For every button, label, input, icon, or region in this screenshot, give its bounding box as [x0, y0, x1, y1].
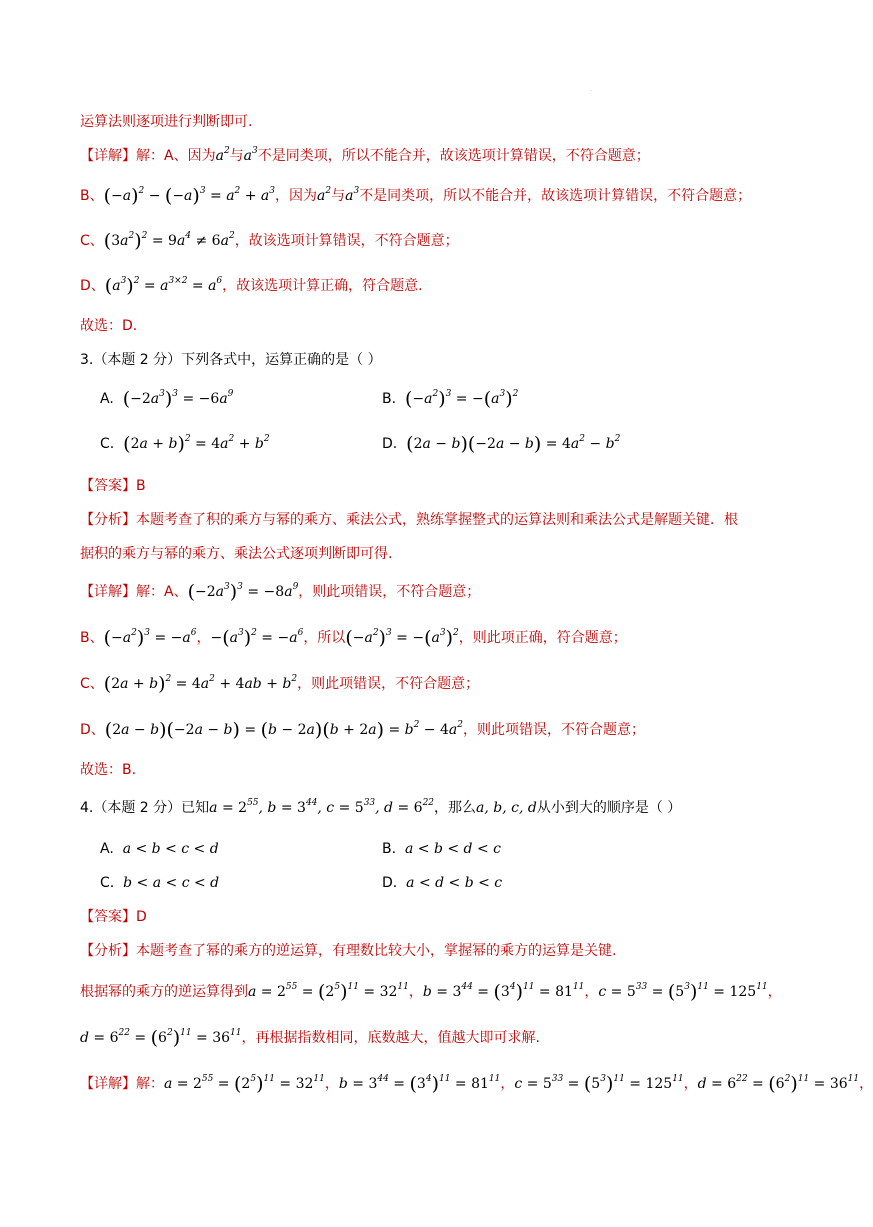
math-expr: $-(a^3)^2 = -a^6$: [210, 627, 304, 649]
math-expr: $a = 2^{55} = (2^5)^{11} = 32^{11}$: [164, 1073, 325, 1095]
q4-stem: [80, 798, 681, 818]
math-expr: a < b < c < d: [122, 841, 219, 857]
prev-detail-a: [80, 146, 650, 166]
stem-text: 从小到大的顺序是（ ）: [536, 800, 682, 816]
detail-text: B、: [80, 630, 104, 646]
math-expr: $b = 3^{44} = (3^4)^{11} = 81^{11}$: [338, 1073, 501, 1095]
detail-text: ，因为: [275, 188, 317, 204]
detail-text: B、: [80, 188, 104, 204]
math-expr: $(2a + b)^2 = 4a^2 + b^2$: [123, 433, 270, 455]
prev-analysis-tail: 运算法则逐项进行判断即可.: [80, 114, 253, 130]
math-expr: $(a^3)^2 = a^{3\times 2} = a^6$: [104, 275, 223, 297]
detail-text: ，故该选项计算错误，不符合题意；: [234, 233, 459, 249]
q4-analysis-line2: 根据幂的乘方的逆运算得到$a = 2^{55} = (2^5)^{11} = 32^{11}$，$b = 3^{44} = (3^4)^{11} = 81^{11}$，$c = 5^{33} = (5^3)^{11} = 125^{11}$，: [80, 981, 782, 1003]
q3-option-b: [382, 389, 518, 409]
math-expr: $(-2a^3)^3 = -8a^9$: [187, 581, 299, 603]
stem-text: 4.（本题 2 分）已知: [80, 800, 210, 816]
math-expr: $(2a - b)(-2a - b) = 4a^2 - b^2$: [406, 433, 621, 455]
option-label: A.: [100, 841, 114, 857]
math-expr: $a^2$: [317, 186, 332, 204]
q3-detail-d: [80, 720, 645, 740]
q3-analysis-1: 【分析】本题考查了积的乘方与幂的乘方、乘法公式，熟练掌握整式的运算法则和乘法公式是解题关键．根: [80, 512, 738, 528]
math-expr: a, b, c, d: [476, 800, 537, 816]
detail-text: 与: [229, 148, 244, 164]
detail-tag: 【详解】: [80, 1076, 136, 1092]
detail-text: ，则此项正确，符合题意；: [458, 630, 627, 646]
detail-text: ，所以: [303, 630, 346, 646]
q4-option-d: [382, 873, 502, 893]
q4-answer: 【答案】D: [80, 909, 147, 925]
math-expr: $d = 6^{22} = (6^2)^{11} = 36^{11}$: [80, 1027, 242, 1049]
detail-text: C、: [80, 233, 104, 249]
prev-choice: 故选：D.: [80, 318, 138, 334]
math-expr: $c = 5^{33} = (5^3)^{11} = 125^{11}$: [514, 1073, 684, 1095]
math-expr: $b = 3^{44} = (3^4)^{11} = 81^{11}$: [422, 981, 585, 1003]
detail-text: ，: [196, 630, 211, 646]
q4-detail: 【详解】解：$a = 2^{55} = (2^5)^{11} = 32^{11}$，$b = 3^{44} = (3^4)^{11} = 81^{11}$，$c = 5^{33} = (5^3)^{11} = 125^{11}$，$d = 6^{22} = (6^2)^{11} = 36^{11}$，: [80, 1073, 873, 1095]
q3-stem: 3.（本题 2 分）下列各式中，运算正确的是（ ）: [80, 352, 382, 368]
detail-text: D、: [80, 722, 105, 738]
q3-option-c: [100, 434, 270, 454]
option-label: A.: [100, 391, 114, 407]
math-expr: $a = 2^{55}$, $b = 3^{44}$, $c = 5^{33}$, $d = 6^{22}$: [209, 798, 435, 816]
q3-detail-c: [80, 674, 479, 694]
analysis-text: 根据幂的乘方的逆运算得到: [80, 984, 248, 1000]
option-label: C.: [100, 875, 115, 891]
detail-text: 解：A、: [136, 584, 188, 600]
q4-analysis-line3: [80, 1028, 540, 1048]
q4-option-c: [100, 873, 219, 893]
option-label: C.: [100, 436, 115, 452]
option-label: D.: [382, 436, 398, 452]
detail-text: 不是同类项，所以不能合并，故该选项计算错误，不符合题意；: [257, 148, 650, 164]
math-expr: a < b < d < c: [404, 841, 501, 857]
math-expr: $a^2$: [215, 146, 230, 164]
math-expr: $d = 6^{22} = (6^2)^{11} = 36^{11}$: [697, 1073, 860, 1095]
detail-text: 不是同类项，所以不能合并，故该选项计算错误，不符合题意；: [359, 188, 752, 204]
prev-detail-c: [80, 231, 459, 251]
math-expr: $(-a^2)^3 = -(a^3)^2$: [404, 388, 519, 410]
q3-choice: 故选：B.: [80, 762, 137, 778]
detail-text: C、: [80, 676, 104, 692]
math-expr: $a^3$: [243, 146, 258, 164]
detail-text: ，则此项错误，不符合题意；: [298, 584, 481, 600]
q3-detail-b: [80, 628, 627, 648]
prev-detail-b: [80, 186, 751, 206]
q3-answer: 【答案】B: [80, 478, 146, 494]
detail-text: 解：: [136, 1076, 164, 1092]
option-label: D.: [382, 875, 398, 891]
detail-text: 与: [331, 188, 346, 204]
math-expr: $(2a + b)^2 = 4a^2 + 4ab + b^2$: [103, 673, 298, 695]
detail-tag: 【详解】: [80, 148, 136, 164]
q4-option-b: [382, 839, 501, 859]
math-expr: $(-a^2)^3 = -a^6$: [103, 627, 197, 649]
math-expr: $(3a^2)^2 = 9a^4 \ne 6a^2$: [103, 230, 235, 252]
math-expr: a < d < b < c: [406, 875, 503, 891]
q3-option-a: [100, 389, 233, 409]
detail-text: ，则此项错误，不符合题意；: [297, 676, 480, 692]
q4-option-a: [100, 839, 219, 859]
analysis-text: ，再根据指数相同，底数越大，值越大即可求解.: [241, 1030, 540, 1046]
detail-text: 解：A、因为: [136, 148, 216, 164]
detail-text: D、: [80, 278, 105, 294]
prev-detail-d: [80, 276, 423, 296]
math-expr: $(2a - b)(-2a - b) = (b - 2a)(b + 2a) = b^2 - 4a^2$: [104, 719, 464, 741]
q4-analysis: 【分析】本题考查了幂的乘方的逆运算，有理数比较大小，掌握幂的乘方的运算是关键.: [80, 943, 617, 959]
stem-text: ，那么: [434, 800, 477, 816]
q3-detail-a: [80, 582, 480, 602]
math-expr: $(-a^2)^3 = -(a^3)^2$: [345, 627, 459, 649]
header-mark: ·: [590, 88, 592, 95]
option-label: B.: [382, 841, 397, 857]
math-expr: $(-a)^2 - (-a)^3 = a^2 + a^3$: [103, 185, 275, 207]
q3-analysis-2: 据积的乘方与幂的乘方、乘法公式逐项判断即可得.: [80, 546, 393, 562]
detail-tag: 【详解】: [80, 584, 136, 600]
q3-option-d: [382, 434, 620, 454]
math-expr: $a^3$: [345, 186, 360, 204]
math-expr: b < a < c < d: [123, 875, 220, 891]
math-expr: $(-2a^3)^3 = -6a^9$: [122, 388, 234, 410]
detail-text: ，则此项错误，不符合题意；: [463, 722, 646, 738]
math-expr: $a = 2^{55} = (2^5)^{11} = 32^{11}$: [248, 981, 409, 1003]
math-expr: $c = 5^{33} = (5^3)^{11} = 125^{11}$: [598, 981, 768, 1003]
detail-text: ，故该选项计算正确，符合题意.: [222, 278, 423, 294]
option-label: B.: [382, 391, 397, 407]
